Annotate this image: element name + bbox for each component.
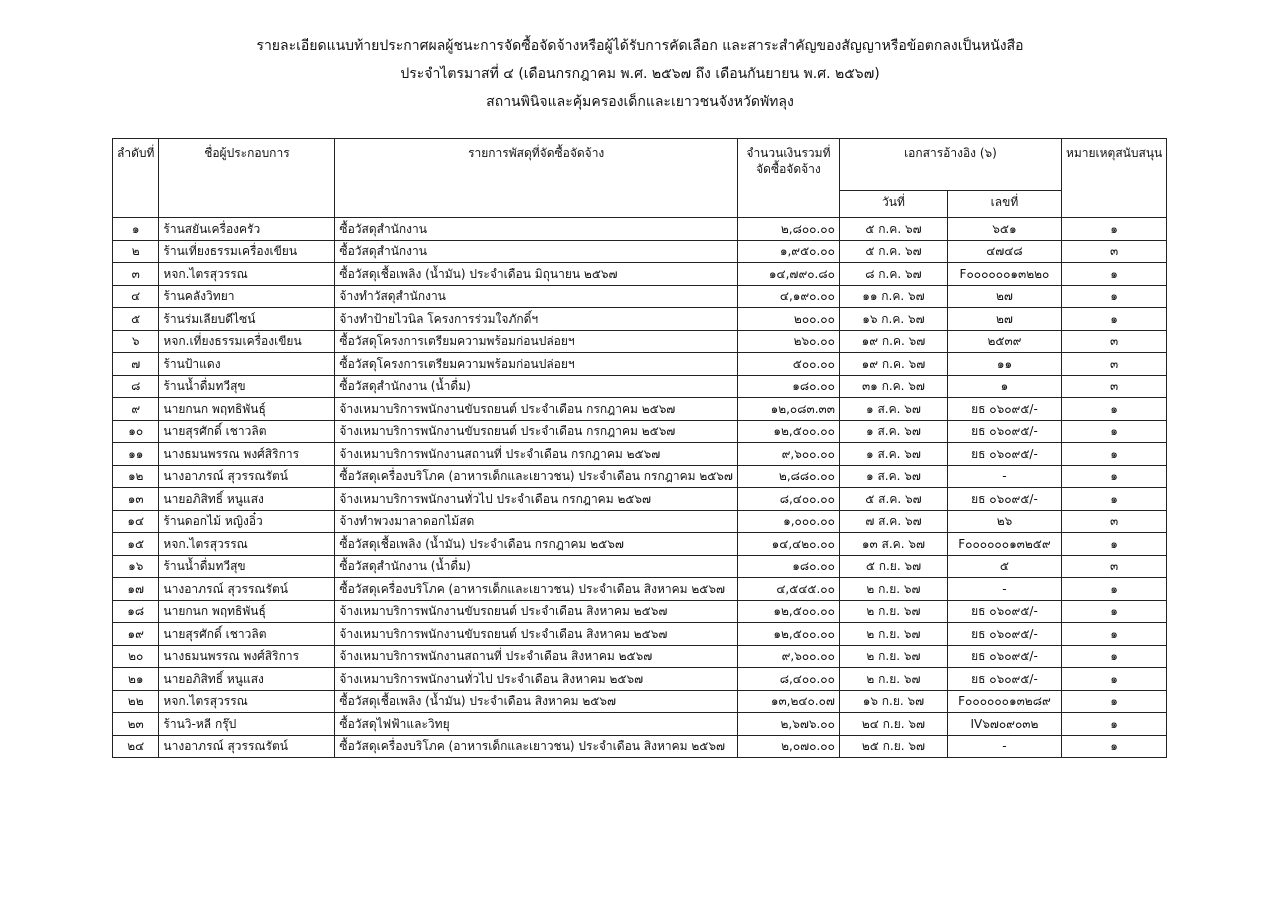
cell-note: ๑: [1061, 488, 1166, 511]
cell-note: ๑: [1061, 218, 1166, 241]
cell-date: ๘ ก.ค. ๖๗: [839, 263, 947, 286]
cell-note: ๑: [1061, 263, 1166, 286]
cell-no: ๑๖: [113, 555, 159, 578]
cell-doc-no: IV๖๗๐๙๐๓๒: [947, 713, 1061, 736]
cell-doc-no: ๕: [947, 555, 1061, 578]
cell-no: ๑๒: [113, 465, 159, 488]
cell-vendor: นายสุรศักดิ์ เชาวลิต: [159, 420, 335, 443]
col-header-no: ลำดับที่: [113, 139, 159, 218]
cell-vendor: ร้านวิ-หลี กรุ๊ป: [159, 713, 335, 736]
cell-amount: ๑๔,๗๙๐.๘๐: [737, 263, 839, 286]
cell-item: ซื้อวัสดุเชื้อเพลิง (น้ำมัน) ประจำเดือน กรกฎาคม ๒๕๖๗: [335, 533, 738, 556]
cell-note: ๑: [1061, 533, 1166, 556]
cell-vendor: นางอาภรณ์ สุวรรณรัตน์: [159, 735, 335, 758]
cell-doc-no: ยธ ๐๖๐๙๕/-: [947, 668, 1061, 691]
cell-item: ซื้อวัสดุสำนักงาน (น้ำดื่ม): [335, 555, 738, 578]
cell-date: ๕ ก.ค. ๖๗: [839, 240, 947, 263]
cell-doc-no: ๒๕๓๙: [947, 330, 1061, 353]
cell-vendor: นายกนก พฤทธิพันธุ์: [159, 600, 335, 623]
cell-no: ๒๑: [113, 668, 159, 691]
cell-doc-no: -: [947, 578, 1061, 601]
cell-item: จ้างทำป้ายไวนิล โครงการร่วมใจภักดิ์ฯ: [335, 308, 738, 331]
cell-note: ๑: [1061, 623, 1166, 646]
cell-no: ๒๐: [113, 645, 159, 668]
cell-amount: ๒๐๐.๐๐: [737, 308, 839, 331]
cell-item: จ้างเหมาบริการพนักงานขับรถยนต์ ประจำเดือน กรกฎาคม ๒๕๖๗: [335, 398, 738, 421]
cell-amount: ๑๘๐.๐๐: [737, 375, 839, 398]
cell-date: ๒ ก.ย. ๖๗: [839, 623, 947, 646]
cell-note: ๓: [1061, 555, 1166, 578]
cell-no: ๒๒: [113, 690, 159, 713]
cell-note: ๓: [1061, 375, 1166, 398]
col-header-note: หมายเหตุสนับสนุน: [1061, 139, 1166, 218]
doc-title-line-1: รายละเอียดแนบท้ายประกาศผลผู้ชนะการจัดซื้อจัดจ้างหรือผู้ได้รับการคัดเลือก และสาระสำคัญของสัญญาหรือข้อตกลงเป็นหนังสือ: [256, 38, 1024, 54]
cell-date: ๒๔ ก.ย. ๖๗: [839, 713, 947, 736]
cell-vendor: ร้านน้ำดื่มทวีสุข: [159, 555, 335, 578]
cell-item: ซื้อวัสดุสำนักงาน (น้ำดื่ม): [335, 375, 738, 398]
cell-amount: ๕๐๐.๐๐: [737, 353, 839, 376]
cell-date: ๑๖ ก.ค. ๖๗: [839, 308, 947, 331]
cell-vendor: ร้านป้าแดง: [159, 353, 335, 376]
cell-no: ๑: [113, 218, 159, 241]
cell-no: ๖: [113, 330, 159, 353]
cell-no: ๓: [113, 263, 159, 286]
table-row: [113, 488, 1167, 511]
cell-date: ๑๑ ก.ค. ๖๗: [839, 285, 947, 308]
doc-title-line-2: ประจำไตรมาสที่ ๔ (เดือนกรกฎาคม พ.ศ. ๒๕๖๗ ถึง เดือนกันยายน พ.ศ. ๒๕๖๗): [400, 66, 880, 82]
cell-amount: ๘,๔๐๐.๐๐: [737, 668, 839, 691]
table-row: [113, 690, 1167, 713]
cell-vendor: ร้านเที่ยงธรรมเครื่องเขียน: [159, 240, 335, 263]
cell-no: ๒๔: [113, 735, 159, 758]
cell-item: ซื้อวัสดุสำนักงาน: [335, 218, 738, 241]
cell-amount: ๔,๑๙๐.๐๐: [737, 285, 839, 308]
cell-vendor: หจก.ไตรสุวรรณ: [159, 263, 335, 286]
cell-doc-no: ๒๗: [947, 285, 1061, 308]
col-header-vendor: ชื่อผู้ประกอบการ: [159, 139, 335, 218]
doc-title-line-3: สถานพินิจและคุ้มครองเด็กและเยาวชนจังหวัดพัทลุง: [486, 94, 794, 110]
cell-vendor: นางธมนพรรณ พงศ์สิริการ: [159, 443, 335, 466]
cell-item: จ้างเหมาบริการพนักงานทั่วไป ประจำเดือน กรกฎาคม ๒๕๖๗: [335, 488, 738, 511]
cell-note: ๑: [1061, 285, 1166, 308]
table-row: [113, 623, 1167, 646]
table-row: [113, 285, 1167, 308]
cell-doc-no: F๐๐๐๐๐๐๑๓๒๒๐: [947, 263, 1061, 286]
cell-doc-no: ยธ ๐๖๐๙๕/-: [947, 623, 1061, 646]
cell-doc-no: ยธ ๐๖๐๙๕/-: [947, 398, 1061, 421]
table-row: [113, 443, 1167, 466]
cell-doc-no: ยธ ๐๖๐๙๕/-: [947, 420, 1061, 443]
cell-no: ๘: [113, 375, 159, 398]
cell-vendor: นายกนก พฤทธิพันธุ์: [159, 398, 335, 421]
cell-note: ๑: [1061, 420, 1166, 443]
cell-doc-no: ยธ ๐๖๐๙๕/-: [947, 488, 1061, 511]
cell-doc-no: ยธ ๐๖๐๙๕/-: [947, 600, 1061, 623]
cell-amount: ๑๒,๕๐๐.๐๐: [737, 623, 839, 646]
cell-no: ๑๗: [113, 578, 159, 601]
cell-doc-no: F๐๐๐๐๐๐๑๓๒๕๙: [947, 533, 1061, 556]
table-row: [113, 263, 1167, 286]
cell-note: ๑: [1061, 713, 1166, 736]
cell-amount: ๑,๐๐๐.๐๐: [737, 510, 839, 533]
cell-doc-no: ๔๗๔๘: [947, 240, 1061, 263]
cell-item: จ้างเหมาบริการพนักงานทั่วไป ประจำเดือน สิงหาคม ๒๕๖๗: [335, 668, 738, 691]
cell-date: ๑๓ ส.ค. ๖๗: [839, 533, 947, 556]
col-header-amount: จำนวนเงินรวมที่จัดซื้อจัดจ้าง: [737, 139, 839, 218]
cell-vendor: นางอาภรณ์ สุวรรณรัตน์: [159, 578, 335, 601]
cell-no: ๑๓: [113, 488, 159, 511]
cell-item: ซื้อวัสดุไฟฟ้าและวิทยุ: [335, 713, 738, 736]
cell-item: จ้างเหมาบริการพนักงานขับรถยนต์ ประจำเดือน สิงหาคม ๒๕๖๗: [335, 623, 738, 646]
cell-amount: ๔,๕๔๕.๐๐: [737, 578, 839, 601]
cell-amount: ๑๔,๔๒๐.๐๐: [737, 533, 839, 556]
cell-item: จ้างทำวัสดุสำนักงาน: [335, 285, 738, 308]
cell-item: ซื้อวัสดุเครื่องบริโภค (อาหารเด็กและเยาวชน) ประจำเดือน กรกฎาคม ๒๕๖๗: [335, 465, 738, 488]
col-header-date: วันที่: [839, 191, 947, 218]
cell-date: ๑ ส.ค. ๖๗: [839, 465, 947, 488]
col-header-doc-no: เลขที่: [947, 191, 1061, 218]
cell-date: ๑๙ ก.ค. ๖๗: [839, 330, 947, 353]
cell-date: ๓๑ ก.ค. ๖๗: [839, 375, 947, 398]
cell-note: ๑: [1061, 308, 1166, 331]
cell-note: ๑: [1061, 465, 1166, 488]
cell-doc-no: ยธ ๐๖๐๙๕/-: [947, 645, 1061, 668]
cell-note: ๓: [1061, 353, 1166, 376]
cell-vendor: นางธมนพรรณ พงศ์สิริการ: [159, 645, 335, 668]
cell-vendor: หจก.ไตรสุวรรณ: [159, 690, 335, 713]
cell-vendor: ร้านน้ำดื่มทวีสุข: [159, 375, 335, 398]
cell-date: ๑๖ ก.ย. ๖๗: [839, 690, 947, 713]
cell-no: ๙: [113, 398, 159, 421]
cell-no: ๗: [113, 353, 159, 376]
cell-date: ๒ ก.ย. ๖๗: [839, 668, 947, 691]
cell-vendor: นางอาภรณ์ สุวรรณรัตน์: [159, 465, 335, 488]
table-row: [113, 555, 1167, 578]
cell-note: ๑: [1061, 398, 1166, 421]
cell-doc-no: -: [947, 465, 1061, 488]
cell-amount: ๑๒,๕๐๐.๐๐: [737, 420, 839, 443]
table-row: [113, 330, 1167, 353]
cell-amount: ๑๒,๕๐๐.๐๐: [737, 600, 839, 623]
table-row: [113, 510, 1167, 533]
table-row: [113, 398, 1167, 421]
cell-item: ซื้อวัสดุเชื้อเพลิง (น้ำมัน) ประจำเดือน สิงหาคม ๒๕๖๗: [335, 690, 738, 713]
cell-doc-no: ๑: [947, 375, 1061, 398]
cell-vendor: หจก.ไตรสุวรรณ: [159, 533, 335, 556]
cell-amount: ๑๒,๐๘๓.๓๓: [737, 398, 839, 421]
table-row: [113, 668, 1167, 691]
cell-no: ๑๐: [113, 420, 159, 443]
cell-vendor: หจก.เที่ยงธรรมเครื่องเขียน: [159, 330, 335, 353]
cell-item: จ้างทำพวงมาลาดอกไม้สด: [335, 510, 738, 533]
cell-no: ๒: [113, 240, 159, 263]
cell-vendor: นายสุรศักดิ์ เชาวลิต: [159, 623, 335, 646]
cell-amount: ๒,๘๘๐.๐๐: [737, 465, 839, 488]
table-row: [113, 600, 1167, 623]
col-header-reference: เอกสารอ้างอิง (๖): [839, 139, 1061, 191]
cell-doc-no: ยธ ๐๖๐๙๕/-: [947, 443, 1061, 466]
cell-note: ๑: [1061, 645, 1166, 668]
procurement-table: [112, 138, 1167, 758]
cell-no: ๑๕: [113, 533, 159, 556]
cell-item: จ้างเหมาบริการพนักงานขับรถยนต์ ประจำเดือน กรกฎาคม ๒๕๖๗: [335, 420, 738, 443]
table-row: [113, 218, 1167, 241]
table-row: [113, 308, 1167, 331]
cell-amount: ๘,๔๐๐.๐๐: [737, 488, 839, 511]
cell-amount: ๒๖๐.๐๐: [737, 330, 839, 353]
cell-date: ๑ ส.ค. ๖๗: [839, 443, 947, 466]
cell-no: ๕: [113, 308, 159, 331]
cell-no: ๑๔: [113, 510, 159, 533]
cell-date: ๕ ส.ค. ๖๗: [839, 488, 947, 511]
cell-date: ๒ ก.ย. ๖๗: [839, 600, 947, 623]
table-body: [113, 218, 1167, 758]
cell-amount: ๒,๐๗๐.๐๐: [737, 735, 839, 758]
cell-no: ๑๙: [113, 623, 159, 646]
cell-amount: ๑๓,๒๔๐.๐๗: [737, 690, 839, 713]
table-row: [113, 375, 1167, 398]
cell-amount: ๒,๘๐๐.๐๐: [737, 218, 839, 241]
cell-item: จ้างเหมาบริการพนักงานขับรถยนต์ ประจำเดือน สิงหาคม ๒๕๖๗: [335, 600, 738, 623]
cell-date: ๕ ก.ย. ๖๗: [839, 555, 947, 578]
cell-doc-no: ๒๖: [947, 510, 1061, 533]
cell-note: ๓: [1061, 330, 1166, 353]
cell-no: ๑๑: [113, 443, 159, 466]
cell-date: ๒ ก.ย. ๖๗: [839, 645, 947, 668]
cell-note: ๑: [1061, 668, 1166, 691]
cell-note: ๑: [1061, 690, 1166, 713]
table-row: [113, 353, 1167, 376]
cell-amount: ๑๘๐.๐๐: [737, 555, 839, 578]
table-row: [113, 713, 1167, 736]
cell-date: ๑ ส.ค. ๖๗: [839, 398, 947, 421]
cell-item: ซื้อวัสดุเครื่องบริโภค (อาหารเด็กและเยาวชน) ประจำเดือน สิงหาคม ๒๕๖๗: [335, 735, 738, 758]
cell-item: จ้างเหมาบริการพนักงานสถานที่ ประจำเดือน กรกฎาคม ๒๕๖๗: [335, 443, 738, 466]
cell-item: ซื้อวัสดุเครื่องบริโภค (อาหารเด็กและเยาวชน) ประจำเดือน สิงหาคม ๒๕๖๗: [335, 578, 738, 601]
cell-note: ๓: [1061, 240, 1166, 263]
cell-date: ๕ ก.ค. ๖๗: [839, 218, 947, 241]
cell-item: ซื้อวัสดุสำนักงาน: [335, 240, 738, 263]
cell-note: ๑: [1061, 600, 1166, 623]
cell-note: ๑: [1061, 735, 1166, 758]
cell-vendor: นายอภิสิทธิ์ หนูแสง: [159, 668, 335, 691]
table-row: [113, 465, 1167, 488]
table-row: [113, 645, 1167, 668]
cell-item: ซื้อวัสดุโครงการเตรียมความพร้อมก่อนปล่อยฯ: [335, 330, 738, 353]
cell-doc-no: ๑๑: [947, 353, 1061, 376]
cell-no: ๒๓: [113, 713, 159, 736]
cell-vendor: ร้านดอกไม้ หญิงอิ๋ว: [159, 510, 335, 533]
cell-date: ๒ ก.ย. ๖๗: [839, 578, 947, 601]
cell-vendor: ร้านสยันเครื่องครัว: [159, 218, 335, 241]
cell-doc-no: F๐๐๐๐๐๐๑๓๒๘๙: [947, 690, 1061, 713]
table-row: [113, 735, 1167, 758]
table-row: [113, 533, 1167, 556]
cell-amount: ๑,๙๕๐.๐๐: [737, 240, 839, 263]
table-row: [113, 578, 1167, 601]
cell-doc-no: ๒๗: [947, 308, 1061, 331]
table-row: [113, 420, 1167, 443]
cell-date: ๑๙ ก.ค. ๖๗: [839, 353, 947, 376]
cell-vendor: ร้านคลังวิทยา: [159, 285, 335, 308]
cell-note: ๓: [1061, 510, 1166, 533]
cell-vendor: นายอภิสิทธิ์ หนูแสง: [159, 488, 335, 511]
cell-no: ๑๘: [113, 600, 159, 623]
col-header-item: รายการพัสดุที่จัดซื้อจัดจ้าง: [335, 139, 738, 218]
table-row: [113, 240, 1167, 263]
cell-vendor: ร้านร่มเลียบดีไซน์: [159, 308, 335, 331]
cell-item: จ้างเหมาบริการพนักงานสถานที่ ประจำเดือน สิงหาคม ๒๕๖๗: [335, 645, 738, 668]
cell-note: ๑: [1061, 578, 1166, 601]
cell-date: ๑ ส.ค. ๖๗: [839, 420, 947, 443]
cell-item: ซื้อวัสดุเชื้อเพลิง (น้ำมัน) ประจำเดือน มิถุนายน ๒๕๖๗: [335, 263, 738, 286]
cell-item: ซื้อวัสดุโครงการเตรียมความพร้อมก่อนปล่อยฯ: [335, 353, 738, 376]
cell-amount: ๒,๖๗๖.๐๐: [737, 713, 839, 736]
cell-doc-no: ๖๕๑: [947, 218, 1061, 241]
cell-date: ๒๕ ก.ย. ๖๗: [839, 735, 947, 758]
cell-doc-no: -: [947, 735, 1061, 758]
cell-note: ๑: [1061, 443, 1166, 466]
cell-amount: ๙,๖๐๐.๐๐: [737, 645, 839, 668]
cell-no: ๔: [113, 285, 159, 308]
cell-date: ๗ ส.ค. ๖๗: [839, 510, 947, 533]
cell-amount: ๙,๖๐๐.๐๐: [737, 443, 839, 466]
